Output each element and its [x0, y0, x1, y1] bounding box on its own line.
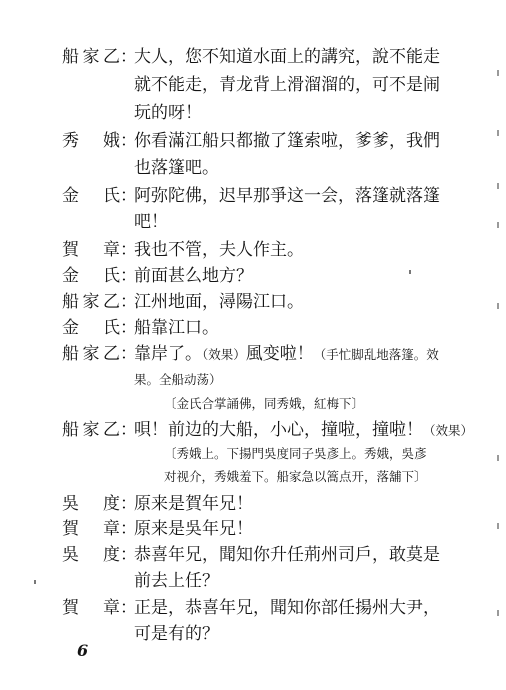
dialogue-text: 前面甚么地方？ — [134, 266, 253, 286]
dialogue-text-part: 風变啦！ — [245, 344, 314, 364]
speaker-colon: ： — [120, 266, 137, 286]
speaker-colon: ： — [120, 292, 137, 312]
dialogue-text: 江州地面，潯陽江口。 — [134, 292, 304, 312]
dialogue-text: 原来是賀年兄！ — [134, 494, 253, 514]
stage-note: （手忙脚乱地落篷。效 — [313, 347, 439, 362]
dialogue-text: 船靠江口。 — [134, 318, 219, 338]
scan-speck — [34, 580, 36, 584]
speaker-name: 賀 章 — [62, 519, 120, 539]
dialogue-text: 恭喜年兄，聞知你升任荊州司戶，敢莫是 — [134, 545, 440, 565]
dialogue-text: 也落篷吧。 — [134, 158, 219, 178]
speaker-name: 吳 度 — [62, 494, 120, 514]
scan-speck — [497, 222, 499, 228]
dialogue-text: 正是，恭喜年兄，聞知你部任揚州大尹， — [134, 598, 440, 618]
speaker-name: 金 氏 — [62, 266, 120, 286]
speaker-colon: ： — [120, 598, 137, 618]
speaker-colon: ： — [120, 186, 137, 206]
speaker-name: 金 氏 — [62, 186, 120, 206]
speaker-colon: ： — [120, 318, 137, 338]
speaker-colon: ： — [120, 47, 137, 67]
stage-direction: 对视介，秀娥羞下。船家急以篙点开，落舖下〕 — [164, 469, 427, 484]
scan-speck — [497, 70, 499, 76]
speaker-name: 船家乙 — [62, 292, 120, 312]
dialogue-text: 吧！ — [134, 212, 168, 232]
speaker-colon: ： — [120, 344, 137, 364]
scan-speck — [497, 183, 499, 189]
speaker-name: 船家乙 — [62, 47, 120, 67]
effect-note: （效果） — [423, 423, 474, 438]
stage-direction: 〔金氏合掌誦佛，同秀娥，紅梅下〕 — [164, 396, 365, 411]
page-number: 6 — [77, 641, 89, 660]
speaker-colon: ： — [120, 240, 137, 260]
speaker-colon: ： — [120, 494, 137, 514]
speaker-name: 賀 章 — [62, 598, 120, 618]
dialogue-text: 玩的呀！ — [134, 103, 202, 123]
speaker-name: 秀 娥 — [62, 131, 120, 151]
scan-speck — [409, 270, 411, 274]
speaker-name: 船家乙 — [62, 344, 120, 364]
speaker-colon: ： — [120, 131, 137, 151]
speaker-name: 吳 度 — [62, 545, 120, 565]
effect-note: （效果） — [202, 347, 246, 362]
dialogue-text: 大人，您不知道水面上的講究，說不能走 — [134, 47, 440, 67]
dialogue-text: 可是有的？ — [134, 624, 219, 644]
speaker-colon: ： — [120, 519, 137, 539]
dialogue-text: 你看滿江船只都撤了篷索啦，爹爹，我們 — [134, 131, 440, 151]
dialogue-text: 阿弥陀佛，迟早那爭这一会，落篷就落篷 — [134, 186, 440, 206]
dialogue-text-part: 靠岸了。 — [134, 344, 202, 364]
scan-speck — [497, 455, 499, 461]
dialogue-text: 前去上任？ — [134, 571, 219, 591]
speaker-name: 賀 章 — [62, 240, 120, 260]
stage-direction: 〔秀娥上。下揚門吳度同子吳彥上。秀娥，吳彥 — [164, 446, 427, 461]
dialogue-text — [134, 420, 473, 441]
dialogue-text: 就不能走，青龙背上滑溜溜的，可不是闹 — [134, 75, 440, 95]
dialogue-text-part: 唄！前边的大船，小心，撞啦，撞啦！ — [134, 420, 423, 440]
speaker-colon: ： — [120, 545, 137, 565]
scan-speck — [497, 523, 499, 529]
scan-speck — [497, 130, 499, 136]
scan-speck — [497, 303, 499, 309]
speaker-name: 船家乙 — [62, 420, 120, 440]
scan-speck — [497, 610, 499, 616]
speaker-name: 金 氏 — [62, 318, 120, 338]
dialogue-text: 我也不管，夫人作主。 — [134, 240, 304, 260]
stage-note-text: 果。全船动荡） — [134, 372, 222, 387]
dialogue-text: 原来是吳年兄！ — [134, 519, 253, 539]
speaker-colon: ： — [120, 420, 137, 440]
dialogue-text — [134, 344, 439, 365]
